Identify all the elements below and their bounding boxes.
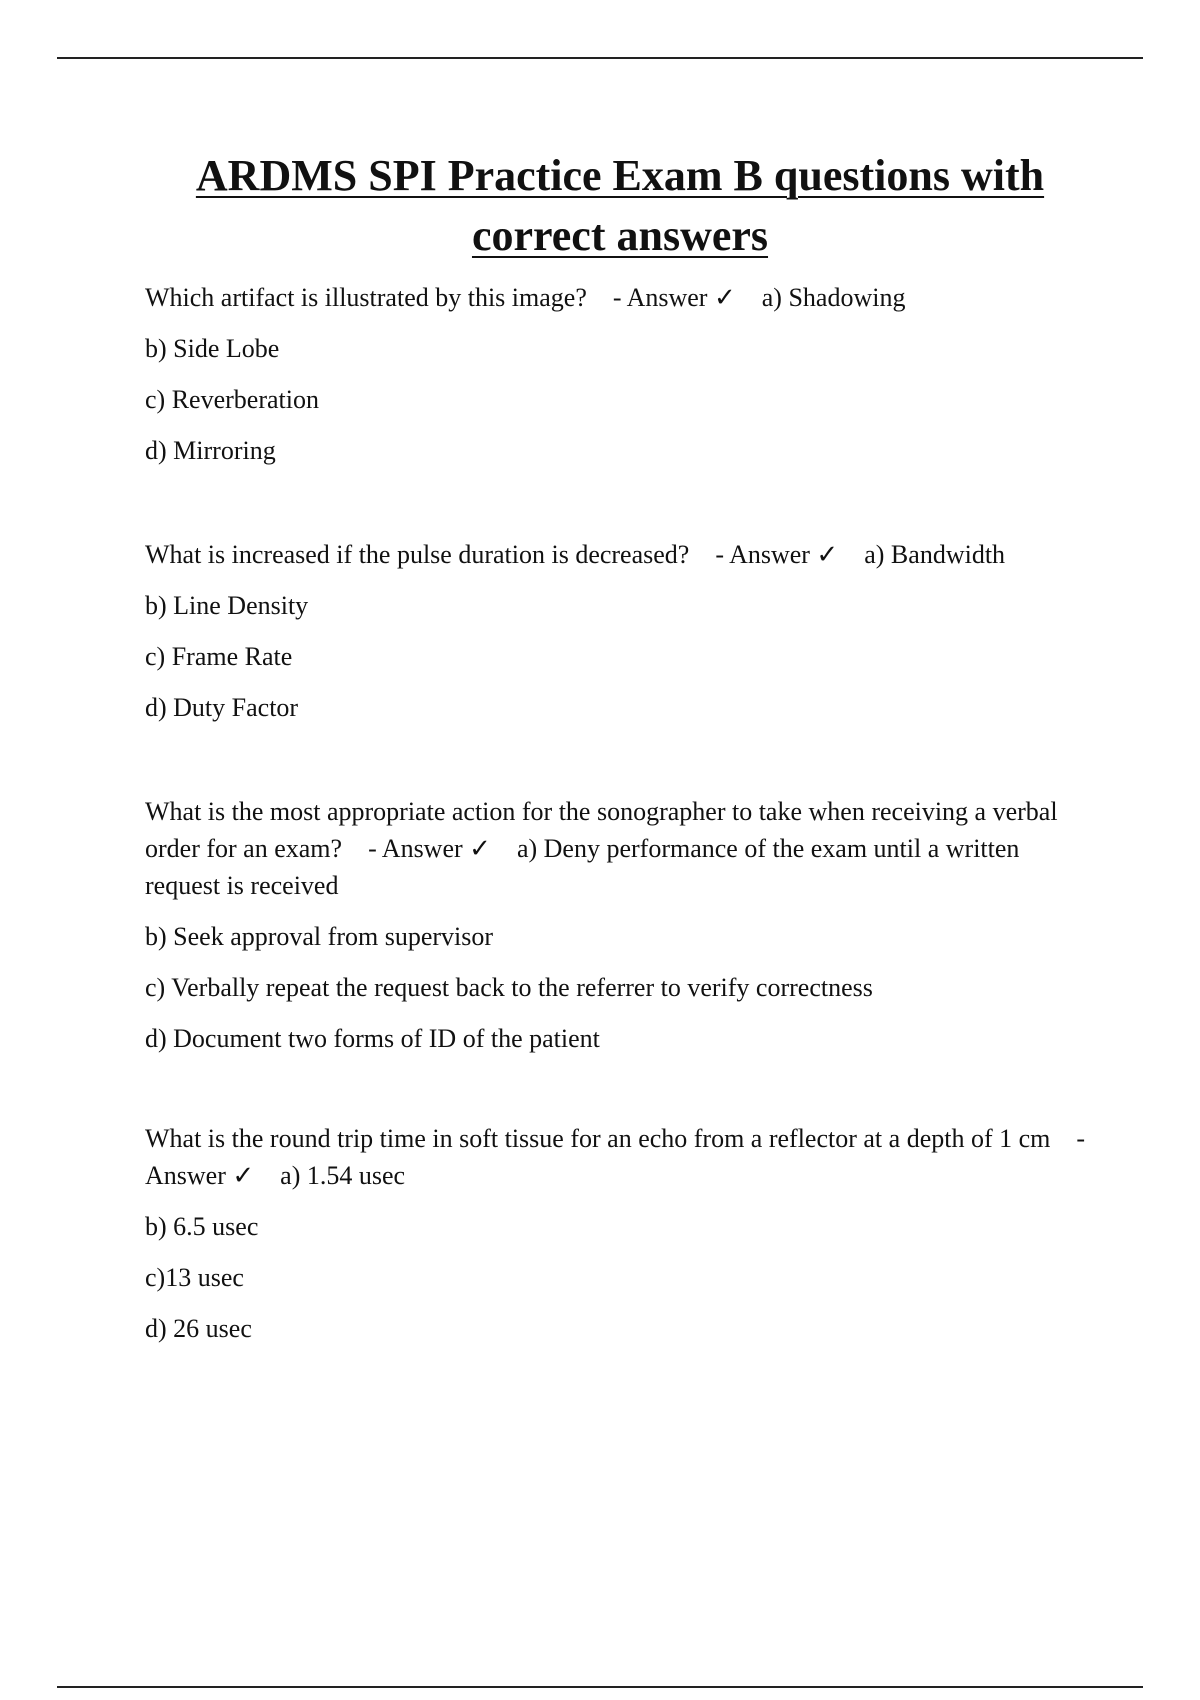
answer-option: d) Mirroring [145,436,276,465]
question-block [145,793,1095,1071]
answer-option: c) Verbally repeat the request back to the referrer to verify correctness [145,973,873,1002]
answer-option: d) Document two forms of ID of the patient [145,1024,600,1053]
question-line [145,536,1095,573]
bottom-rule [57,1686,1143,1688]
question-line [145,793,1095,904]
question-block [145,1120,1095,1361]
correct-answer: a) Bandwidth [864,540,1006,569]
answer-option: d) 26 usec [145,1314,252,1343]
answer-option: c) Reverberation [145,385,319,414]
top-rule [57,57,1143,59]
answer-marker: - Answer ✓ [612,283,736,312]
answer-option: b) 6.5 usec [145,1212,259,1241]
question-line [145,279,1095,316]
answer-marker: - Answer ✓ [715,540,839,569]
answer-option: b) Seek approval from supervisor [145,922,494,951]
answer-option: b) Line Density [145,591,309,620]
question-block [145,536,1095,740]
answer-option: c)13 usec [145,1263,244,1292]
answer-marker: - Answer ✓ [368,834,491,863]
question-line [145,1120,1095,1194]
correct-answer: a) Deny performance of the exam until a written request is received [145,834,1026,900]
answer-option: b) Side Lobe [145,334,280,363]
correct-answer: a) 1.54 usec [280,1161,406,1190]
question-text: What is the round trip time in soft tissue for an echo from a reflector at a depth of 1 cm [145,1124,1051,1153]
question-text: Which artifact is illustrated by this image? [145,283,587,312]
question-block [145,279,1095,483]
question-text: What is the most appropriate action for the sonographer to take when receiving a verbal order for an exam? [145,797,1065,863]
answer-marker: - Answer ✓ [145,1124,1091,1190]
answer-option: c) Frame Rate [145,642,293,671]
correct-answer: a) Shadowing [761,283,906,312]
question-text: What is increased if the pulse duration is decreased? [145,540,690,569]
answer-option: d) Duty Factor [145,693,299,722]
document-title: ARDMS SPI Practice Exam B questions with correct answers [195,151,1045,260]
